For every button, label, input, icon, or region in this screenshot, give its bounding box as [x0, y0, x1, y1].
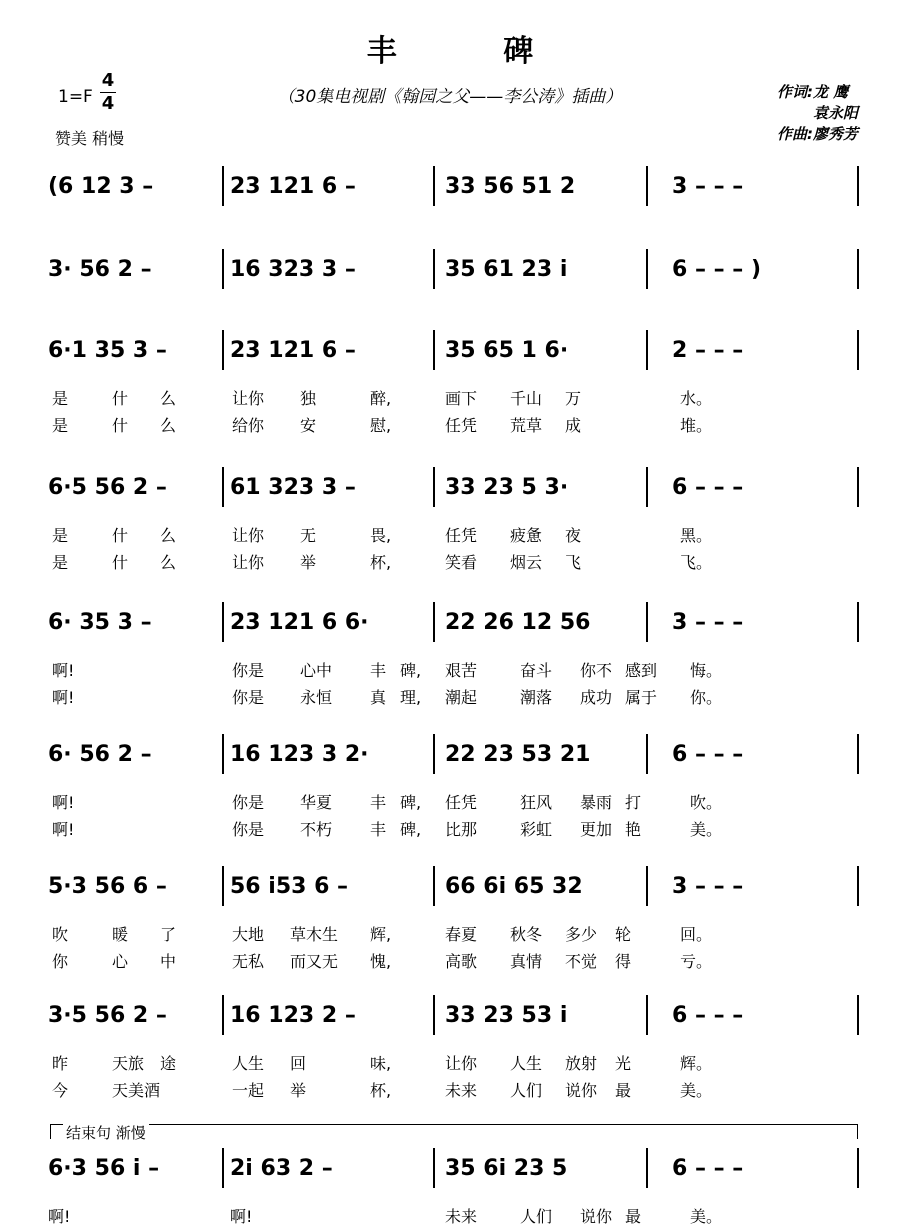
lyric-word: 了	[160, 925, 177, 944]
lyricist-label: 作词:	[776, 83, 813, 101]
lyric-word: 心	[112, 952, 129, 971]
lyric-word: 什	[112, 416, 129, 435]
bar-line	[433, 602, 435, 642]
lyric-word: 独	[300, 389, 317, 408]
lyric-word: 杯,	[370, 1081, 392, 1100]
lyric-word: 属于	[625, 688, 658, 707]
lyric-word: 给你	[232, 416, 265, 435]
lyric-word: 艳	[625, 820, 642, 839]
lyric-word: 无私	[232, 952, 265, 971]
lyric-word: 醉,	[370, 389, 392, 408]
lyric-word: 暖	[112, 925, 129, 944]
bar-line	[433, 467, 435, 507]
lyric-word: 美。	[690, 1207, 723, 1226]
composer: 廖秀芳	[812, 125, 858, 143]
lyric-word: 么	[160, 416, 177, 435]
lyric-word: 比那	[445, 820, 478, 839]
measure-notes: 66 6i 65 32	[445, 874, 583, 899]
measure-notes: 6·1 35 3 –	[48, 338, 167, 363]
lyric-word: 吹。	[690, 793, 723, 812]
bar-line	[433, 995, 435, 1035]
lyric-word: 丰	[370, 820, 387, 839]
lyric-word: 人们	[510, 1081, 543, 1100]
bar-line	[433, 166, 435, 206]
lyric-word: 真情	[510, 952, 543, 971]
expression-mark: 赞美 稍慢	[55, 129, 125, 148]
lyric-word: 丰	[370, 661, 387, 680]
measure-notes: 3· 56 2 –	[48, 257, 152, 282]
measure-notes: 6·3 56 i –	[48, 1156, 160, 1181]
measure-notes: 2i 63 2 –	[230, 1156, 333, 1181]
lyric-word: 烟云	[510, 553, 543, 572]
bar-line	[857, 866, 859, 906]
bar-line	[646, 734, 648, 774]
lyric-word: 大地	[232, 925, 265, 944]
lyric-word: 暴雨	[580, 793, 613, 812]
lyric-word: 天旅	[112, 1054, 145, 1073]
bar-line	[646, 249, 648, 289]
lyric-word: 最	[625, 1207, 642, 1226]
coda-bracket	[50, 1124, 858, 1139]
lyric-word: 飞。	[680, 553, 713, 572]
bar-line	[222, 166, 224, 206]
lyric-word: 你是	[232, 661, 265, 680]
lyric-word: 最	[615, 1081, 632, 1100]
lyric-word: 狂风	[520, 793, 553, 812]
lyric-word: 是	[52, 526, 69, 545]
bar-line	[433, 330, 435, 370]
composer-label: 作曲:	[776, 125, 813, 143]
lyric-word: 画下	[445, 389, 478, 408]
lyric-word: 啊!	[52, 688, 75, 707]
song-title: 丰 碑	[366, 34, 582, 69]
measure-notes: 16 123 3 2·	[230, 742, 369, 767]
lyric-word: 打	[625, 793, 642, 812]
measure-notes: 16 323 3 –	[230, 257, 356, 282]
lyric-word: 你不	[580, 661, 613, 680]
measure-notes: 3 – – –	[672, 174, 744, 199]
lyric-word: 秋冬	[510, 925, 543, 944]
bar-line	[222, 249, 224, 289]
lyric-word: 慰,	[370, 416, 392, 435]
lyric-word: 无	[300, 526, 317, 545]
lyric-word: 中	[160, 952, 177, 971]
lyric-word: 什	[112, 526, 129, 545]
measure-notes: 6 – – –	[672, 1003, 744, 1028]
lyric-word: 今	[52, 1081, 69, 1100]
bar-line	[222, 330, 224, 370]
bar-line	[222, 734, 224, 774]
lyric-word: 辉。	[680, 1054, 713, 1073]
lyric-word: 高歌	[445, 952, 478, 971]
lyric-word: 得	[615, 952, 632, 971]
lyric-word: 味,	[370, 1054, 392, 1073]
lyric-word: 碑,	[400, 820, 422, 839]
measure-notes: 23 121 6 –	[230, 338, 356, 363]
measure-notes: 23 121 6 6·	[230, 610, 369, 635]
lyricist-2: 袁永阳	[812, 104, 858, 122]
measure-notes: 3 – – –	[672, 874, 744, 899]
lyric-word: 是	[52, 553, 69, 572]
lyric-word: 夜	[565, 526, 582, 545]
lyric-word: 你。	[690, 688, 723, 707]
measure-notes: 6 – – –	[672, 475, 744, 500]
key-signature: 1=F	[58, 87, 93, 107]
lyric-word: 你是	[232, 820, 265, 839]
lyric-word: 一起	[232, 1081, 265, 1100]
measure-notes: 16 123 2 –	[230, 1003, 356, 1028]
lyric-word: 潮落	[520, 688, 553, 707]
lyric-word: 华夏	[300, 793, 333, 812]
lyric-word: 真	[370, 688, 387, 707]
lyric-word: 是	[52, 416, 69, 435]
measure-notes: 6· 56 2 –	[48, 742, 152, 767]
lyric-word: 潮起	[445, 688, 478, 707]
lyric-word: 杯,	[370, 553, 392, 572]
lyric-word: 堆。	[680, 416, 713, 435]
lyric-word: 回。	[680, 925, 713, 944]
lyric-word: 更加	[580, 820, 613, 839]
lyric-word: 举	[290, 1081, 307, 1100]
measure-notes: 35 6i 23 5	[445, 1156, 568, 1181]
bar-line	[646, 995, 648, 1035]
bar-line	[646, 602, 648, 642]
bar-line	[646, 1148, 648, 1188]
lyric-word: 荒草	[510, 416, 543, 435]
lyric-word: 而又无	[290, 952, 339, 971]
lyric-word: 疲惫	[510, 526, 543, 545]
lyric-word: 美。	[690, 820, 723, 839]
measure-notes: 5·3 56 6 –	[48, 874, 167, 899]
lyric-word: 成	[565, 416, 582, 435]
lyric-word: 么	[160, 553, 177, 572]
bar-line	[857, 330, 859, 370]
lyric-word: 不觉	[565, 952, 598, 971]
lyric-word: 彩虹	[520, 820, 553, 839]
measure-notes: 33 23 53 i	[445, 1003, 568, 1028]
lyric-word: 啊!	[52, 793, 75, 812]
lyric-word: 碑,	[400, 793, 422, 812]
lyric-word: 光	[615, 1054, 632, 1073]
lyric-word: 是	[52, 389, 69, 408]
lyric-word: 任凭	[445, 793, 478, 812]
lyric-word: 啊!	[52, 661, 75, 680]
measure-notes: 35 65 1 6·	[445, 338, 569, 363]
bar-line	[857, 1148, 859, 1188]
bar-line	[433, 734, 435, 774]
measure-notes: 61 323 3 –	[230, 475, 356, 500]
lyric-word: 途	[160, 1054, 177, 1073]
bar-line	[857, 602, 859, 642]
measure-notes: 6·5 56 2 –	[48, 475, 167, 500]
lyric-word: 么	[160, 389, 177, 408]
measure-notes: 6 – – – )	[672, 257, 761, 282]
lyric-word: 笑看	[445, 553, 478, 572]
bar-line	[646, 330, 648, 370]
lyric-word: 任凭	[445, 416, 478, 435]
lyric-word: 心中	[300, 661, 333, 680]
lyric-word: 碑,	[400, 661, 422, 680]
lyric-word: 轮	[615, 925, 632, 944]
meter-top: 4	[101, 70, 115, 91]
lyric-word: 黑。	[680, 526, 713, 545]
subtitle: （30集电视剧《翰园之父——李公涛》插曲）	[277, 87, 623, 107]
measure-notes: 22 26 12 56	[445, 610, 591, 635]
lyric-word: 回	[290, 1054, 307, 1073]
lyric-word: 万	[565, 389, 582, 408]
lyric-word: 让你	[232, 553, 265, 572]
measure-notes: 2 – – –	[672, 338, 744, 363]
lyric-word: 让你	[232, 389, 265, 408]
lyric-word: 么	[160, 526, 177, 545]
lyric-word: 畏,	[370, 526, 392, 545]
lyric-word: 吹	[52, 925, 69, 944]
lyric-word: 愧,	[370, 952, 392, 971]
lyric-word: 感到	[625, 661, 658, 680]
lyric-word: 亏。	[680, 952, 713, 971]
lyric-word: 不朽	[300, 820, 333, 839]
lyric-word: 多少	[565, 925, 598, 944]
bar-line	[433, 866, 435, 906]
measure-notes: 6 – – –	[672, 1156, 744, 1181]
bar-line	[222, 467, 224, 507]
bar-line	[646, 467, 648, 507]
lyric-word: 理,	[400, 688, 422, 707]
lyric-word: 春夏	[445, 925, 478, 944]
bar-line	[857, 249, 859, 289]
lyric-word: 你是	[232, 688, 265, 707]
measure-notes: 23 121 6 –	[230, 174, 356, 199]
lyric-word: 人们	[520, 1207, 553, 1226]
bar-line	[222, 866, 224, 906]
lyric-word: 放射	[565, 1054, 598, 1073]
lyric-word: 悔。	[690, 661, 723, 680]
lyric-word: 草木生	[290, 925, 339, 944]
bar-line	[433, 249, 435, 289]
lyric-word: 未来	[445, 1207, 478, 1226]
meter-bottom: 4	[101, 93, 115, 114]
lyric-word: 安	[300, 416, 317, 435]
measure-notes: 22 23 53 21	[445, 742, 591, 767]
measure-notes: 3·5 56 2 –	[48, 1003, 167, 1028]
coda-label: 结束句 渐慢	[63, 1122, 149, 1143]
lyric-word: 丰	[370, 793, 387, 812]
lyric-word: 什	[112, 389, 129, 408]
bar-line	[222, 602, 224, 642]
measure-notes: 3 – – –	[672, 610, 744, 635]
lyric-word: 你	[52, 952, 69, 971]
lyric-word: 天美酒	[112, 1081, 161, 1100]
lyric-word: 说你	[565, 1081, 598, 1100]
lyric-word: 任凭	[445, 526, 478, 545]
lyric-word: 你是	[232, 793, 265, 812]
measure-notes: 33 23 5 3·	[445, 475, 569, 500]
bar-line	[433, 1148, 435, 1188]
lyric-word: 永恒	[300, 688, 333, 707]
bar-line	[857, 166, 859, 206]
lyric-word: 啊!	[230, 1207, 253, 1226]
bar-line	[646, 166, 648, 206]
lyric-word: 昨	[52, 1054, 69, 1073]
lyric-word: 说你	[580, 1207, 613, 1226]
lyric-word: 让你	[232, 526, 265, 545]
lyric-word: 奋斗	[520, 661, 553, 680]
measure-notes: (6 12 3 –	[48, 174, 154, 199]
measure-notes: 56 i53 6 –	[230, 874, 349, 899]
bar-line	[222, 1148, 224, 1188]
lyric-word: 辉,	[370, 925, 392, 944]
bar-line	[222, 995, 224, 1035]
credits	[777, 82, 858, 145]
lyric-word: 什	[112, 553, 129, 572]
lyric-word: 千山	[510, 389, 543, 408]
lyric-word: 成功	[580, 688, 613, 707]
measure-notes: 35 61 23 i	[445, 257, 568, 282]
lyric-word: 美。	[680, 1081, 713, 1100]
bar-line	[857, 467, 859, 507]
measure-notes: 6· 35 3 –	[48, 610, 152, 635]
lyric-word: 让你	[445, 1054, 478, 1073]
lyricist-1: 龙 鹰	[812, 83, 849, 101]
lyric-word: 啊!	[48, 1207, 71, 1226]
lyric-word: 未来	[445, 1081, 478, 1100]
lyric-word: 艰苦	[445, 661, 478, 680]
lyric-word: 举	[300, 553, 317, 572]
lyric-word: 飞	[565, 553, 582, 572]
lyric-word: 人生	[510, 1054, 543, 1073]
measure-notes: 33 56 51 2	[445, 174, 576, 199]
lyric-word: 人生	[232, 1054, 265, 1073]
lyric-word: 啊!	[52, 820, 75, 839]
bar-line	[857, 995, 859, 1035]
bar-line	[646, 866, 648, 906]
lyric-word: 水。	[680, 389, 713, 408]
measure-notes: 6 – – –	[672, 742, 744, 767]
bar-line	[857, 734, 859, 774]
